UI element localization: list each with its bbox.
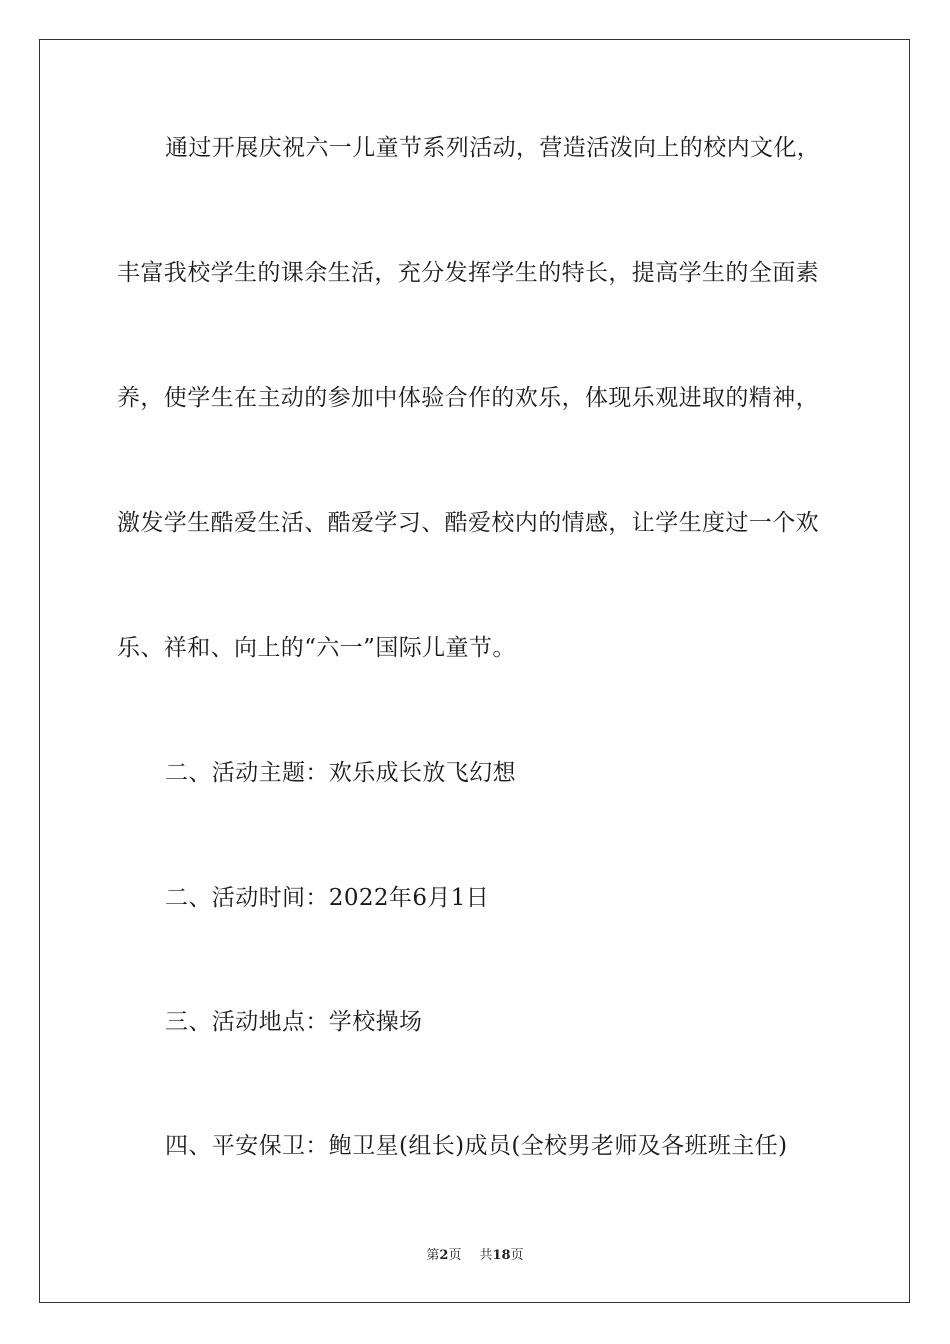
paragraph-line-3: 养，使学生在主动的参加中体验合作的欢乐，体现乐观进取的精神， — [117, 385, 819, 411]
footer-total-prefix: 共 — [479, 1248, 493, 1263]
paragraph-line-5: 乐、祥和、向上的“六一”国际儿童节。 — [117, 635, 516, 661]
paragraph-line-2: 丰富我校学生的课余生活，充分发挥学生的特长，提高学生的全面素 — [117, 260, 819, 286]
section-security: 四、平安保卫：鲍卫星(组长)成员(全校男老师及各班班主任) — [165, 1133, 788, 1159]
section-theme: 二、活动主题：欢乐成长放飞幻想 — [165, 760, 516, 786]
page-footer — [0, 1247, 950, 1265]
footer-page-number: 2 — [439, 1248, 449, 1263]
section-location: 三、活动地点：学校操场 — [165, 1009, 423, 1035]
paragraph-line-1: 通过开展庆祝六一儿童节系列活动，营造活泼向上的校内文化， — [165, 135, 821, 161]
paragraph-line-4: 激发学生酷爱生活、酷爱学习、酷爱校内的情感，让学生度过一个欢 — [117, 510, 819, 536]
section-time: 二、活动时间：2022年6月1日 — [165, 885, 490, 911]
page-border — [39, 39, 910, 1303]
footer-total-suffix: 页 — [510, 1248, 524, 1263]
footer-page-suffix: 页 — [448, 1248, 462, 1263]
footer-total-pages: 18 — [492, 1248, 511, 1263]
footer-page-prefix: 第 — [426, 1248, 440, 1263]
